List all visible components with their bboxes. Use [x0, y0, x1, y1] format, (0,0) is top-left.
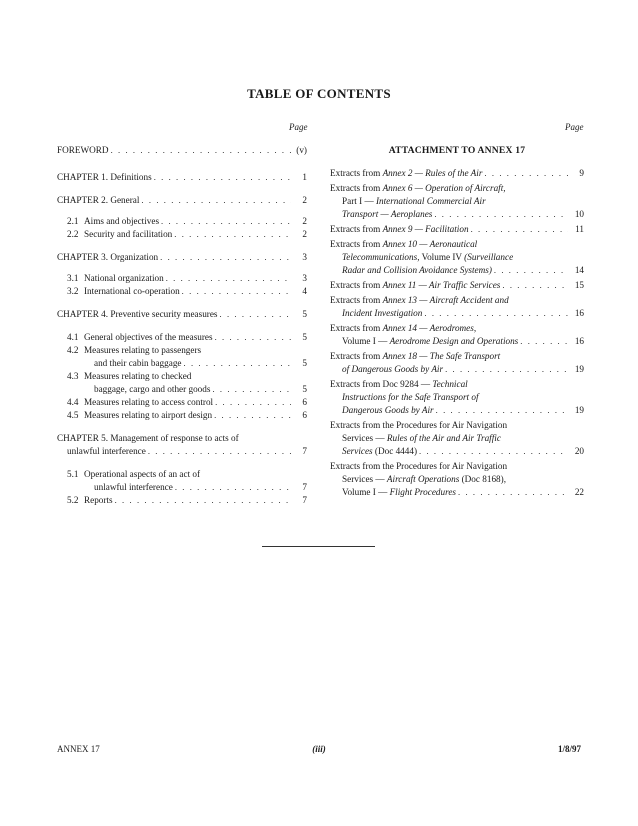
toc-entry-annex-6[interactable]: Extracts from Annex 6 — Operation of Aircraft, Part I — International Commercial Air Transport — Aeroplanes . . . 10: [330, 182, 584, 221]
page-number: 1: [302, 172, 307, 182]
toc-entry-annex-14[interactable]: Extracts from Annex 14 — Aerodromes, Volume I — Aerodrome Design and Operations . . . 16: [330, 322, 584, 348]
page-number: 7: [302, 446, 307, 456]
page-number: 20: [574, 446, 584, 456]
toc-entry-annex-9[interactable]: Extracts from Annex 9 — Facilitation . . . 11: [330, 223, 584, 236]
toc-entry-4-5[interactable]: 4.5 Measures relating to airport design . . . 6: [57, 409, 307, 422]
page-number: 5: [302, 332, 307, 342]
toc-entry-annex-13[interactable]: Extracts from Annex 13 — Aircraft Accident and Incident Investigation . . . 16: [330, 294, 584, 320]
toc-entry-2-2[interactable]: 2.2 Security and facilitation . . . 2: [57, 228, 307, 241]
page-number: 19: [574, 364, 584, 374]
page-number: 9: [579, 168, 584, 178]
page-title: TABLE OF CONTENTS: [247, 86, 391, 101]
toc-entry-3-2[interactable]: 3.2 International co-operation . . . 4: [57, 285, 307, 298]
page-number: 7: [302, 482, 307, 492]
page-number: 7: [302, 495, 307, 505]
toc-entry-annex-18[interactable]: Extracts from Annex 18 — The Safe Transport of Dangerous Goods by Air . . . 19: [330, 350, 584, 376]
toc-entry-annex-2[interactable]: Extracts from Annex 2 — Rules of the Air . . . 9: [330, 167, 584, 180]
toc-entry-2-1[interactable]: 2.1 Aims and objectives . . . 2: [57, 215, 307, 228]
page-number: 15: [574, 280, 584, 290]
toc-entry-annex-11[interactable]: Extracts from Annex 11 — Air Traffic Services . . . 15: [330, 279, 584, 292]
toc-entry-chapter-3[interactable]: CHAPTER 3. Organization . . . 3: [57, 251, 307, 264]
toc-entry-chapter-5[interactable]: CHAPTER 5. Management of response to acts of unlawful interference . . . 7: [57, 432, 307, 458]
page-number: 6: [302, 410, 307, 420]
toc-entry-4-3[interactable]: 4.3 Measures relating to checked baggage, cargo and other goods . . . 5: [57, 370, 307, 396]
page-number: 2: [302, 195, 307, 205]
toc-entry-5-2[interactable]: 5.2 Reports . . . 7: [57, 494, 307, 507]
page-column-header-left: Page: [289, 122, 308, 132]
toc-entry-3-1[interactable]: 3.1 National organization . . . 3: [57, 272, 307, 285]
page-number: 2: [302, 229, 307, 239]
page-number: 14: [574, 265, 584, 275]
footer-document-name: ANNEX 17: [57, 744, 100, 754]
footer-page-number: (iii): [312, 744, 326, 754]
toc-entry-chapter-1[interactable]: CHAPTER 1. Definitions . . . 1: [57, 171, 307, 184]
page-number: 3: [302, 252, 307, 262]
toc-entry-doc-8168[interactable]: Extracts from the Procedures for Air Navigation Services — Aircraft Operations (Doc 8168), Volume I — Flight Procedures . . . 22: [330, 460, 584, 499]
page-number: 11: [575, 224, 584, 234]
toc-entry-doc-9284[interactable]: Extracts from Doc 9284 — Technical Instructions for the Safe Transport of Dangerous Goods by Air . . . 19: [330, 378, 584, 417]
toc-entry-4-4[interactable]: 4.4 Measures relating to access control . . . 6: [57, 396, 307, 409]
page-number: 10: [574, 209, 584, 219]
page-number: 2: [302, 216, 307, 226]
page-number: 5: [302, 384, 307, 394]
attachment-heading: ATTACHMENT TO ANNEX 17: [388, 145, 526, 156]
page-column-header-right: Page: [565, 122, 584, 132]
toc-entry-5-1[interactable]: 5.1 Operational aspects of an act of unlawful interference . . . 7: [57, 468, 307, 494]
section-divider-rule: [262, 546, 375, 547]
page-number: 16: [574, 336, 584, 346]
toc-entry-chapter-4[interactable]: CHAPTER 4. Preventive security measures . . . 5: [57, 308, 307, 321]
footer-date: 1/8/97: [557, 744, 581, 754]
page-number: 6: [302, 397, 307, 407]
toc-right-column: [330, 144, 584, 499]
page-number: (v): [296, 145, 307, 155]
page-number: 5: [302, 358, 307, 368]
toc-entry-4-1[interactable]: 4.1 General objectives of the measures . . . 5: [57, 331, 307, 344]
page-number: 19: [574, 405, 584, 415]
page-number: 5: [302, 309, 307, 319]
page-number: 3: [302, 273, 307, 283]
toc-entry-chapter-2[interactable]: CHAPTER 2. General . . . 2: [57, 194, 307, 207]
toc-entry-annex-10[interactable]: Extracts from Annex 10 — Aeronautical Telecommunications, Volume IV (Surveillance Radar and Collision Avoidance Systems) . . . 14: [330, 238, 584, 277]
toc-left-column: [57, 144, 307, 507]
page-number: 22: [574, 487, 584, 497]
toc-entry-foreword[interactable]: FOREWORD . . . (v): [57, 144, 307, 157]
page-number: 4: [302, 286, 307, 296]
toc-entry-4-2[interactable]: 4.2 Measures relating to passengers and their cabin baggage . . . 5: [57, 344, 307, 370]
toc-entry-doc-4444[interactable]: Extracts from the Procedures for Air Navigation Services — Rules of the Air and Air Traffic Services (Doc 4444) . . . 20: [330, 419, 584, 458]
page-number: 16: [574, 308, 584, 318]
